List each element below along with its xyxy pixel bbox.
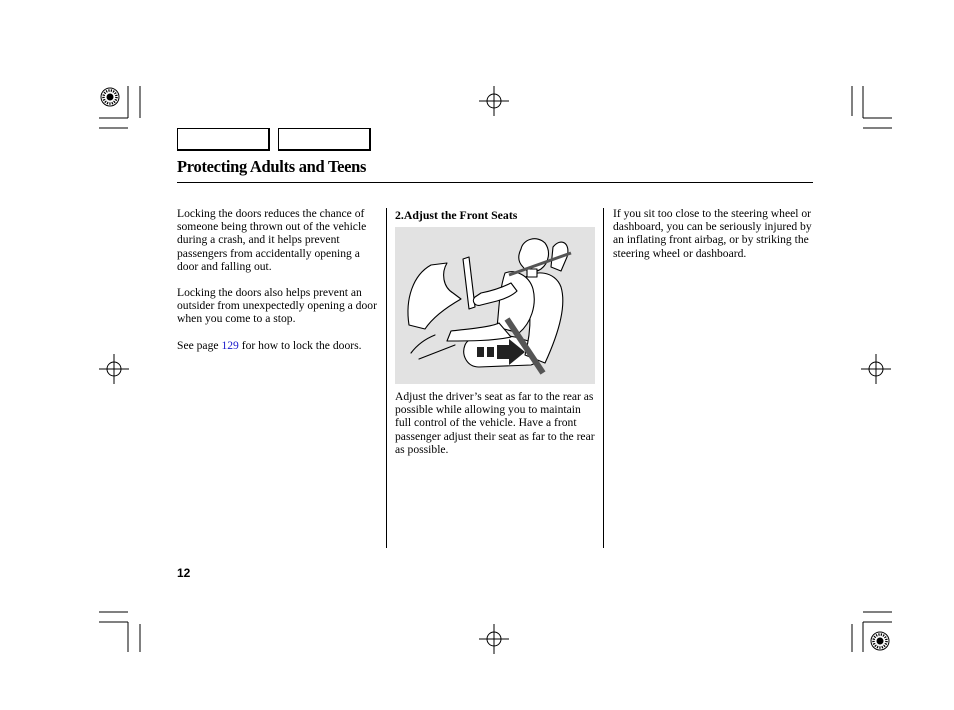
- left-column: [177, 207, 379, 365]
- paragraph: If you sit too close to the steering wheel or dashboard, you can be seriously injured by an inflating front airbag, or by striking the steering wheel or dashboard.: [613, 207, 812, 260]
- column-divider: [386, 208, 387, 548]
- page-link[interactable]: 129: [221, 338, 239, 352]
- paragraph-text: for how to lock the doors.: [238, 338, 362, 352]
- starburst-target-icon: [101, 88, 119, 106]
- paragraph: Locking the doors reduces the chance of someone being thrown out of the vehicle during a crash, and it helps prevent passengers from accidentally opening a door and falling out.: [177, 207, 367, 273]
- column-divider: [603, 208, 604, 548]
- paragraph: Locking the doors also helps prevent an outsider from unexpectedly opening a door when you come to a stop.: [177, 286, 377, 326]
- page-title: Protecting Adults and Teens: [177, 157, 367, 176]
- crosshair-icon: [99, 354, 129, 384]
- page-number: 12: [177, 566, 191, 580]
- starburst-target-icon: [871, 632, 889, 650]
- right-column: [613, 207, 815, 273]
- paragraph-text: See page: [177, 338, 222, 352]
- nav-tab-box-2[interactable]: [278, 128, 371, 151]
- driver-seat-illustration: [395, 227, 595, 384]
- crosshair-icon: [861, 354, 891, 384]
- section-heading: 2.Adjust the Front Seats: [395, 208, 518, 222]
- paragraph: [177, 339, 379, 352]
- paragraph: Adjust the driver’s seat as far to the rear as possible while allowing you to maintain full control of the vehicle. Have a front passenger adjust their seat as far to the rear as possible.: [395, 390, 595, 456]
- crosshair-icon: [479, 624, 509, 654]
- title-rule: [177, 182, 813, 183]
- nav-tab-box-1[interactable]: [177, 128, 270, 151]
- seat-adjust-illustration: [395, 227, 595, 384]
- middle-column-body: [395, 390, 599, 469]
- crosshair-icon: [479, 86, 509, 116]
